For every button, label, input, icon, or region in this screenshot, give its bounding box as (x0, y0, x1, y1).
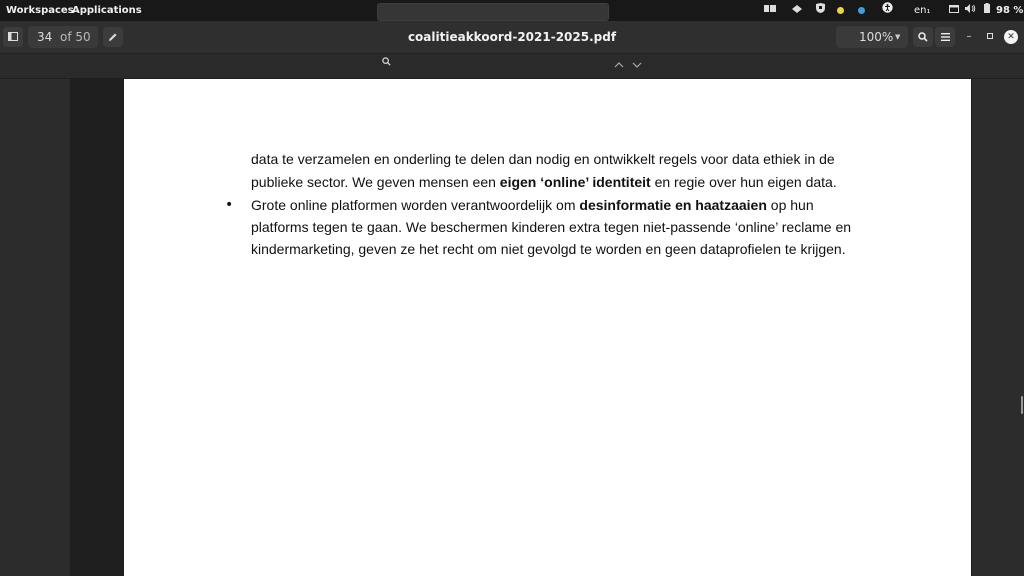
pencil-icon (108, 32, 118, 42)
display-icon[interactable] (947, 0, 961, 21)
keyboard-layout[interactable]: en₁ (914, 5, 931, 16)
battery-percentage: 98 % (996, 5, 1024, 16)
chevron-down-icon: ▼ (895, 33, 901, 41)
applications-menu[interactable]: Applications (72, 5, 142, 16)
network-tray-icon[interactable] (790, 0, 804, 21)
viewport-left-gutter (0, 79, 70, 576)
accessibility-icon[interactable] (880, 0, 894, 21)
zoom-value: 100% (859, 30, 894, 44)
find-next-button[interactable] (628, 57, 646, 75)
document-header-bar (0, 21, 1024, 54)
close-button[interactable] (1004, 30, 1018, 44)
document-title: coalitieakkoord-2021-2025.pdf (407, 30, 617, 44)
minimize-button[interactable] (959, 27, 979, 47)
bullet-point: • (225, 197, 234, 213)
text-line: data te verzamelen en onderling te delen dan nodig en ontwikkelt regels voor data ethiek in de (251, 151, 835, 167)
text-line: kindermarketing, geven ze het recht om niet gevolgd te worden en geen dataprofielen te krijgen. (251, 241, 846, 257)
bold-phrase: eigen ‘online’ identiteit (499, 174, 651, 190)
find-previous-button[interactable] (610, 57, 628, 75)
minimize-icon: – (966, 31, 972, 42)
volume-icon[interactable] (963, 0, 977, 21)
page-number-field[interactable] (28, 26, 98, 48)
main-menu-button[interactable] (935, 27, 955, 47)
maximize-button[interactable] (980, 27, 1000, 47)
sidebar-toggle-button[interactable] (3, 27, 23, 47)
current-page[interactable]: 34 (37, 30, 53, 44)
status-yellow-icon[interactable] (833, 0, 847, 21)
page-shadow (70, 79, 124, 576)
viewport-right-gutter (972, 79, 1024, 576)
chevron-up-icon (614, 62, 624, 68)
search-icon (918, 32, 928, 42)
text-line: Grote online platformen worden verantwoordelijk om desinformatie en haatzaaien op hun (251, 197, 814, 213)
bold-phrase: desinformatie en haatzaaien (579, 197, 767, 213)
shield-tray-icon[interactable] (813, 0, 827, 21)
scrollbar-thumb[interactable] (1021, 396, 1023, 414)
text-line: publieke sector. We geven mensen een eigen ‘online’ identiteit en regie over hun eigen data. (251, 174, 837, 190)
chevron-down-icon (632, 62, 642, 68)
total-pages: of 50 (60, 30, 91, 44)
zoom-select[interactable] (836, 26, 908, 48)
find-bar (0, 54, 1024, 79)
find-input[interactable] (377, 3, 609, 21)
find-search-icon (382, 57, 391, 69)
search-button[interactable] (913, 27, 933, 47)
annotate-button[interactable] (103, 27, 123, 47)
text-line: platforms tegen te gaan. We beschermen kinderen extra tegen niet-passende ‘online’ reclame en (251, 219, 852, 235)
hamburger-menu-icon (941, 33, 950, 41)
window-list-icon[interactable] (762, 0, 778, 21)
telegram-tray-icon[interactable] (854, 0, 868, 21)
maximize-icon (987, 33, 993, 39)
close-icon: ✕ (1007, 32, 1015, 42)
sidebar-icon (8, 32, 18, 41)
workspaces-menu[interactable]: Workspaces (6, 5, 74, 16)
battery-icon[interactable] (982, 0, 992, 21)
page-edge (971, 79, 972, 576)
